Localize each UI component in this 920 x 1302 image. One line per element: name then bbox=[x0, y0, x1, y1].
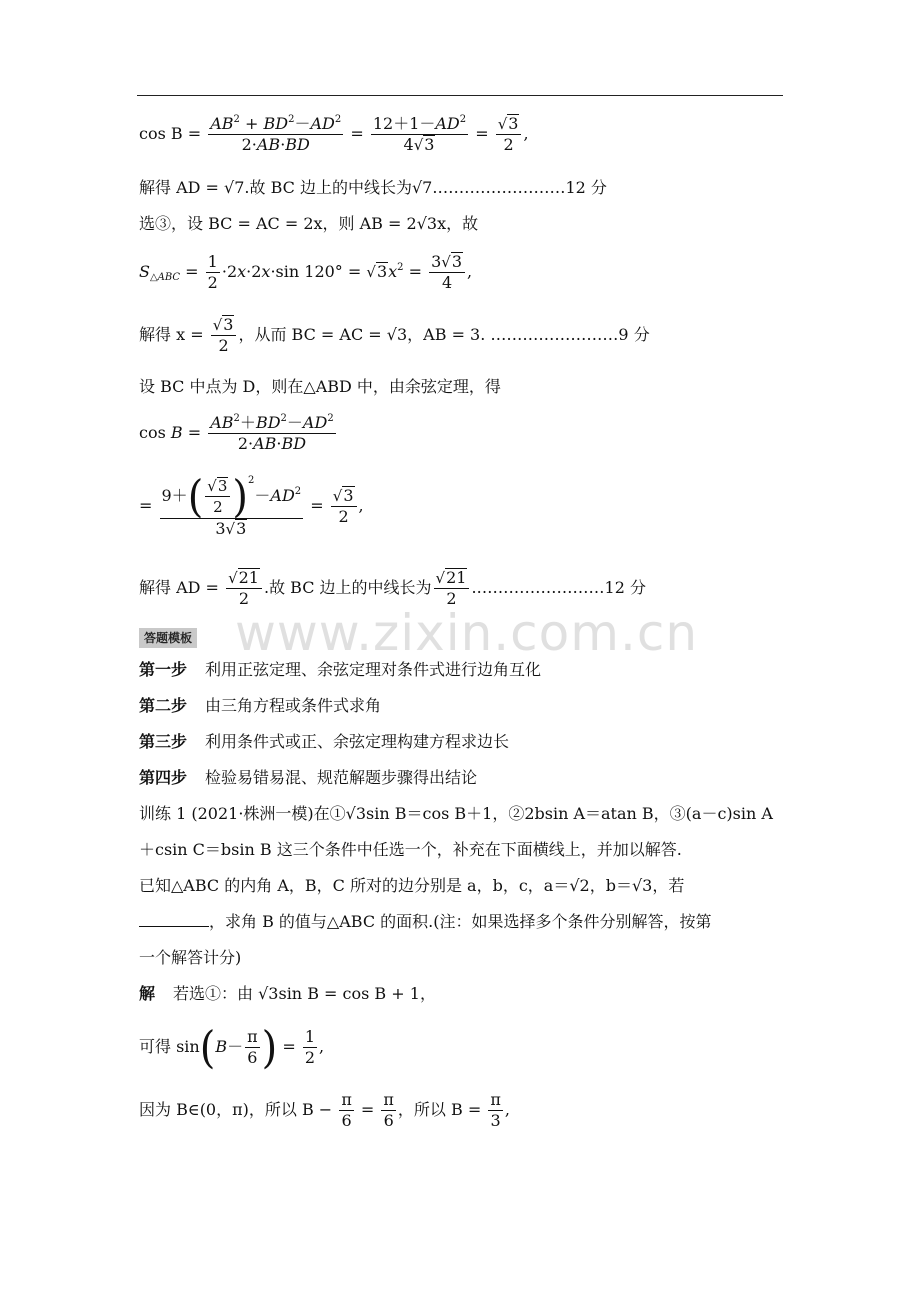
midpoint-line: 设 BC 中点为 D，则在△ABD 中，由余弦定理，得 bbox=[139, 377, 501, 396]
equation-cos-b-2: cos B = $\frac{AB^2+BD^2-AD^2}{2\cdot AB\cdot BD}$ bbox=[139, 413, 334, 453]
training-line-1: 训练 1 (2021·株洲一模)在①√3sin B＝cos B＋1，②2bsin A＝atan B，③(a－c)sin A bbox=[139, 804, 773, 823]
watermark: www.zixin.com.cn bbox=[235, 604, 699, 662]
answer-blank bbox=[139, 912, 209, 927]
solution-line-1: 解 若选①：由 √3sin B = cos B + 1， bbox=[139, 984, 436, 1003]
result-line-x: 解得 x = $\frac{√3}{2}$ ，从而 BC = AC = √3，AB = 3. ……………………9 分 bbox=[139, 315, 650, 355]
equation-cos-b-1: cos B = $\frac{AB^2 + BD^2-AD^2}{2\cdot AB\cdot BD}$ = $\frac{12+1-AD^2}{4√3}$ = $\frac{√3}{2}$ , bbox=[139, 114, 529, 154]
template-tag: 答题模板 bbox=[139, 628, 197, 648]
equation-area: $S_{\triangle ABC}$ = $\frac{1}{2}$ ·2x·2x·sin $120^\circ = √3x^2$ = $\frac{3√3}{4}$ , bbox=[139, 252, 473, 292]
top-rule bbox=[137, 95, 783, 96]
solution-line-3: 因为 B∈(0，π)，所以 B − $\frac{\pi}{6}$ = $\frac{\pi}{6}$ ，所以 B = $\frac{\pi}{3}$ , bbox=[139, 1090, 510, 1130]
step-3: 第三步 利用条件式或正、余弦定理构建方程求边长 bbox=[139, 732, 510, 751]
training-line-4: ，求角 B 的值与△ABC 的面积.(注：如果选择多个条件分别解答，按第 bbox=[139, 911, 712, 933]
training-line-3: 已知△ABC 的内角 A，B，C 所对的边分别是 a，b，c，a＝√2，b＝√3，若 bbox=[139, 876, 685, 895]
step-4: 第四步 检验易错易混、规范解题步骤得出结论 bbox=[139, 768, 478, 787]
result-line-2: 解得 AD = $\frac{√21}{2}$ .故 BC 边上的中线长为 $\frac{√21}{2}$ .……………………12 分 bbox=[139, 568, 647, 608]
step-2: 第二步 由三角方程或条件式求角 bbox=[139, 696, 382, 715]
training-line-2: ＋csin C＝bsin B 这三个条件中任选一个，补充在下面横线上，并加以解答. bbox=[139, 840, 682, 859]
solution-line-2: 可得 sin(B－ $\frac{\pi}{6}$ ) = $\frac{1}{2}$ , bbox=[139, 1022, 325, 1073]
choice-3-line: 选③，设 BC = AC = 2x，则 AB = 2√3x，故 bbox=[139, 214, 479, 233]
training-line-5: 一个解答计分) bbox=[139, 948, 242, 967]
result-line-1: 解得 AD = √7.故 BC 边上的中线长为√7.……………………12 分 bbox=[139, 178, 607, 197]
equation-cos-b-3: = 9＋( $\frac{√3}{2}$ )$^2-AD^2$ 3√3 = $\frac{√3}{2}$ , bbox=[139, 471, 364, 538]
step-1: 第一步 利用正弦定理、余弦定理对条件式进行边角互化 bbox=[139, 660, 542, 679]
